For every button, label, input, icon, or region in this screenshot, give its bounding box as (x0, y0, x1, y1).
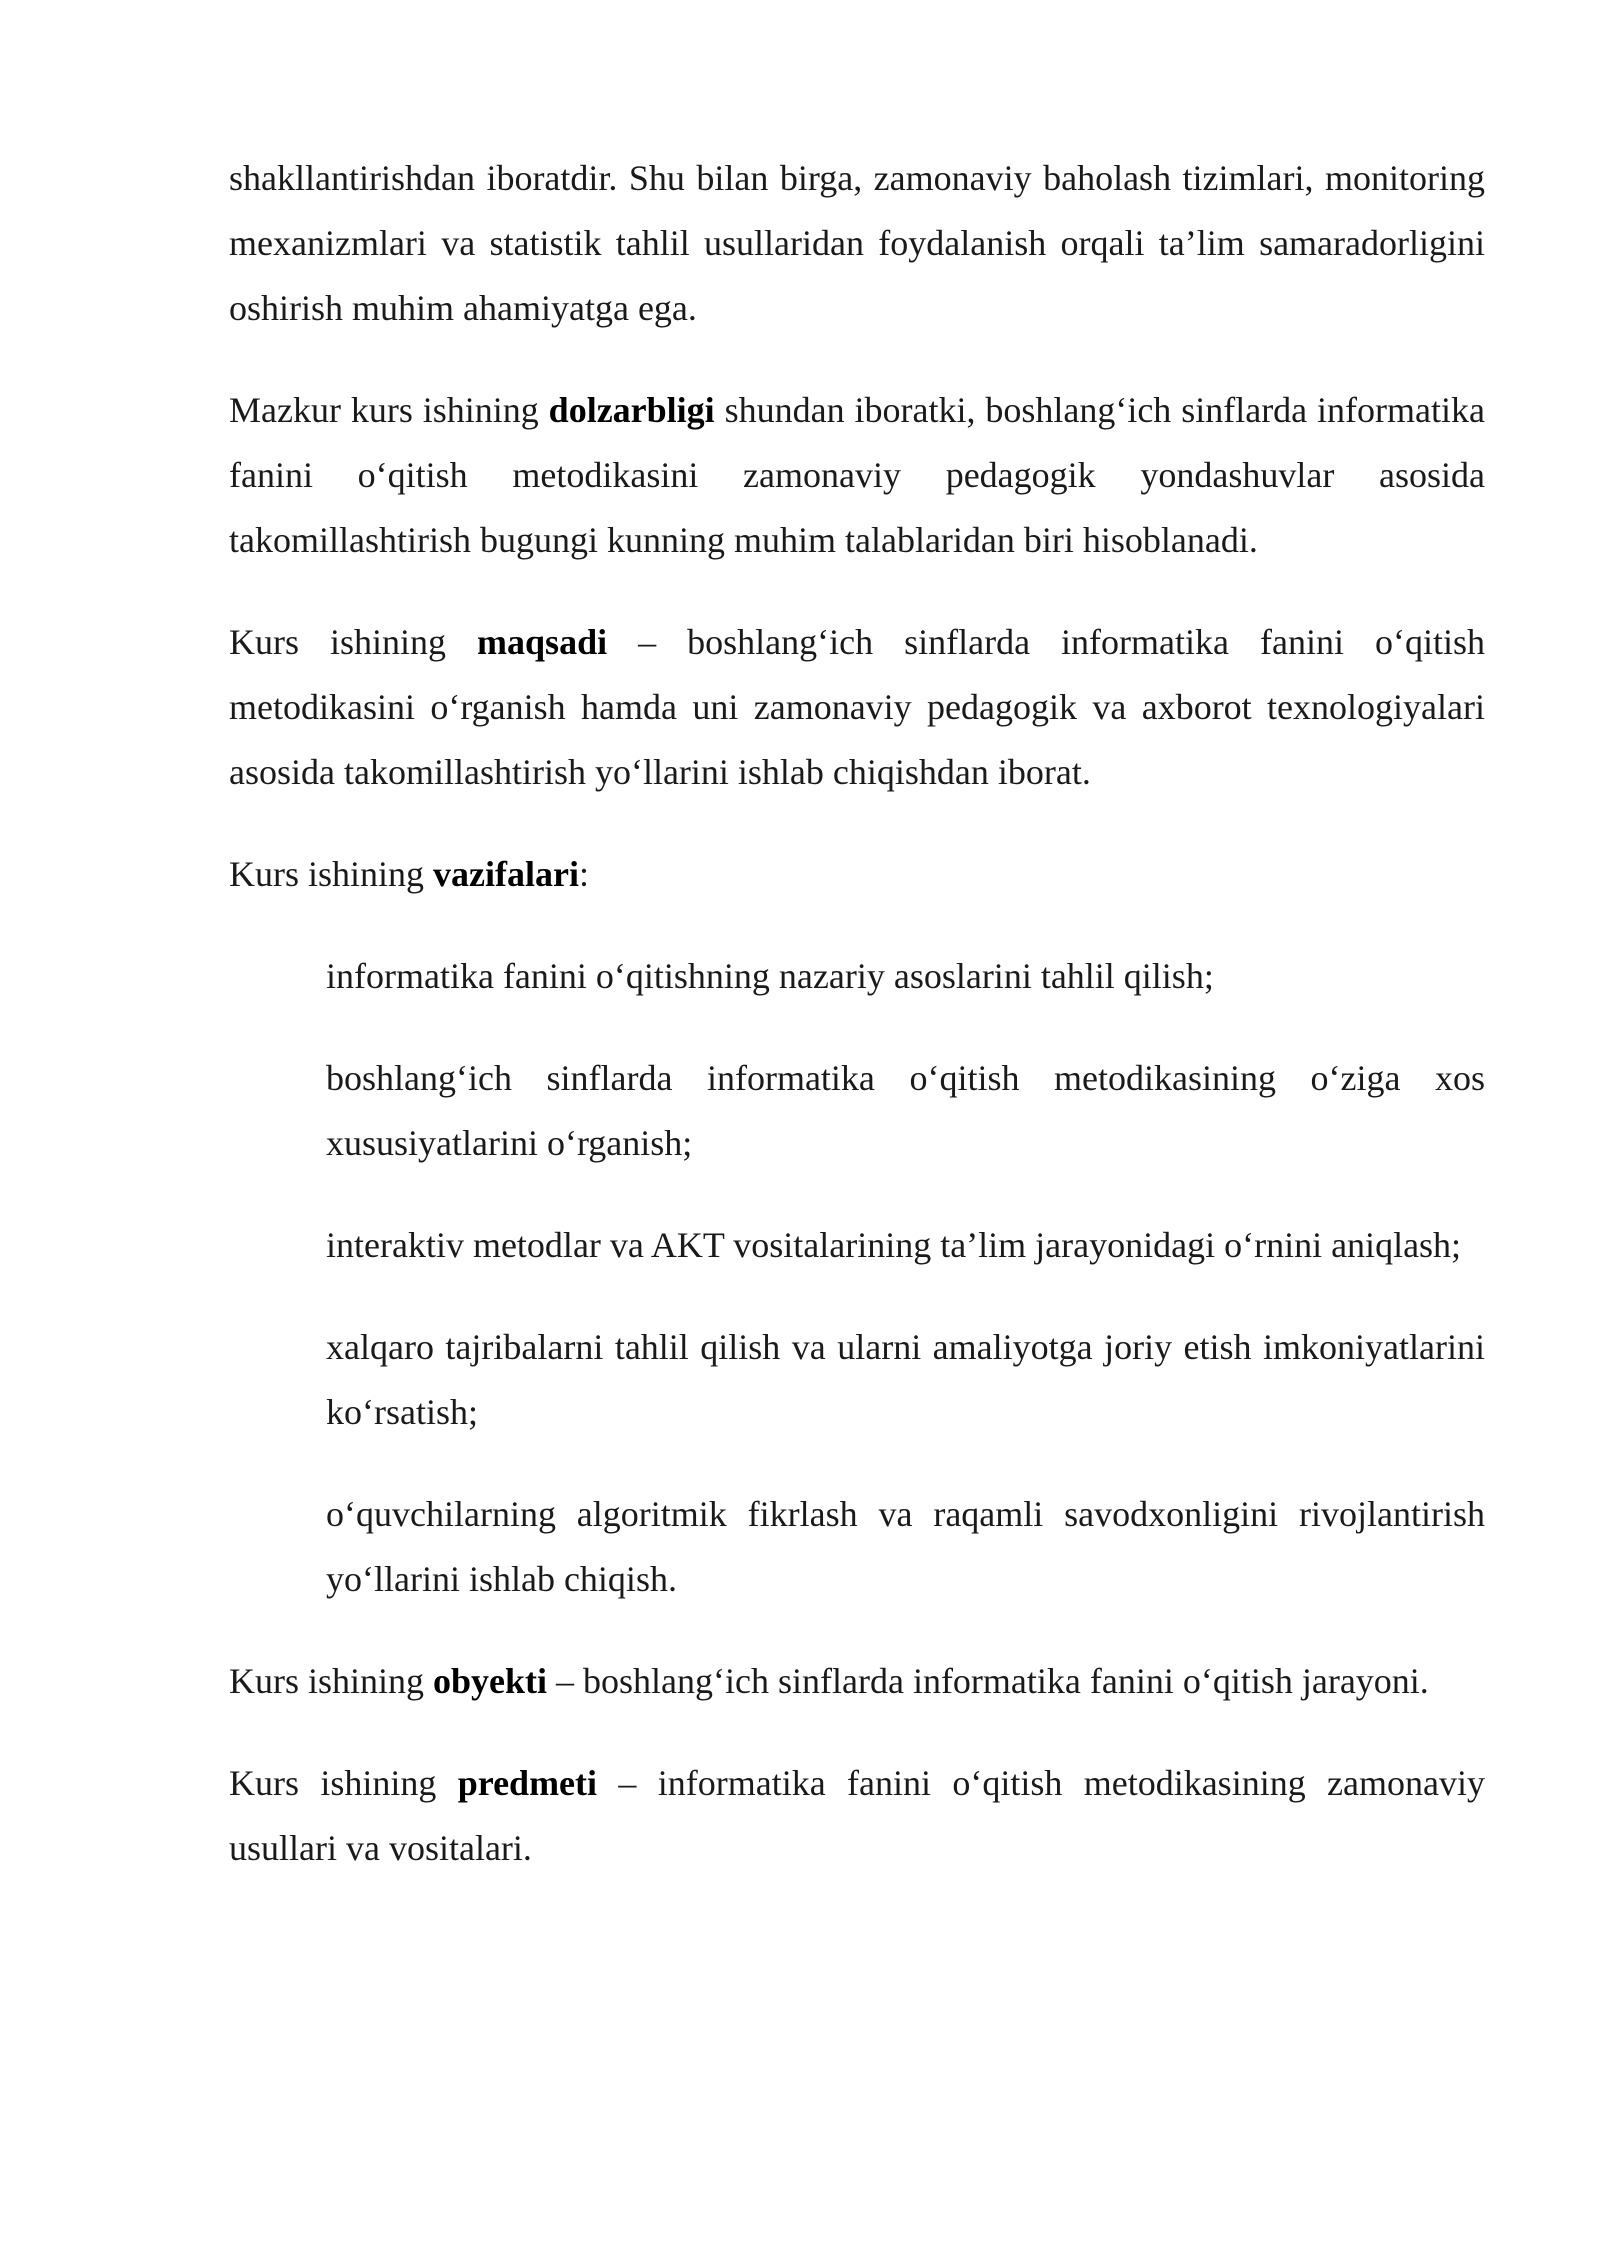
tasks-colon: : (578, 854, 589, 894)
tasks-heading (229, 842, 1485, 907)
goal-lead: Kurs ishining (229, 622, 478, 662)
object-paragraph (229, 1649, 1485, 1714)
document-body (229, 146, 1485, 1918)
relevance-term: dolzarbligi (548, 390, 715, 430)
relevance-text: shundan iboratki, boshlang‘ich sinflarda informatika fanini o‘qitish metodikasini zamonaviy pedagogik yondashuvlar asosida takomillashtirish bugungi kunning muhim talablaridan biri hisoblanadi. (229, 390, 1485, 560)
task-item-5: o‘quvchilarning algoritmik fikrlash va raqamli savodxonligini rivojlantirish yo‘llarini ishlab chiqish. (326, 1494, 1485, 1599)
relevance-paragraph (229, 378, 1485, 573)
tasks-lead: Kurs ishining (229, 854, 434, 894)
tasks-term: vazifalari (433, 854, 579, 894)
subject-term: predmeti (457, 1763, 598, 1803)
subject-lead: Kurs ishining (229, 1763, 458, 1803)
task-item-1: informatika fanini o‘qitishning nazariy asoslarini tahlil qilish; (326, 956, 1214, 996)
object-term: obyekti (433, 1661, 548, 1701)
object-lead: Kurs ishining (229, 1661, 434, 1701)
goal-text: – boshlang‘ich sinflarda informatika fanini o‘qitish metodikasini o‘rganish hamda uni zamonaviy pedagogik va axborot texnologiyalari asosida takomillashtirish yo‘llarini ishlab chiqishdan iborat. (229, 622, 1485, 792)
subject-paragraph (229, 1751, 1485, 1881)
intro-text: shakllantirishdan iboratdir. Shu bilan birga, zamonaviy baholash tizimlari, monitoring mexanizmlari va statistik tahlil usullaridan foydalanish orqali ta’lim samaradorligini oshirish muhim ahamiyatga ega. (229, 158, 1485, 328)
relevance-lead: Mazkur kurs ishining (229, 390, 549, 430)
task-item-3: interaktiv metodlar va AKT vositalarining ta’lim jarayonidagi o‘rnini aniqlash; (326, 1225, 1462, 1265)
subject-text: – informatika fanini o‘qitish metodikasining zamonaviy usullari va vositalari. (229, 1763, 1485, 1868)
goal-paragraph (229, 610, 1485, 805)
goal-term: maqsadi (477, 622, 608, 662)
intro-paragraph (229, 146, 1485, 341)
task-item-4: xalqaro tajribalarni tahlil qilish va ularni amaliyotga joriy etish imkoniyatlarini ko‘rsatish; (326, 1327, 1485, 1432)
object-text: – boshlang‘ich sinflarda informatika fanini o‘qitish jarayoni. (547, 1661, 1429, 1701)
task-item-2: boshlang‘ich sinflarda informatika o‘qitish metodikasining o‘ziga xos xususiyatlarini o‘rganish; (326, 1058, 1485, 1163)
